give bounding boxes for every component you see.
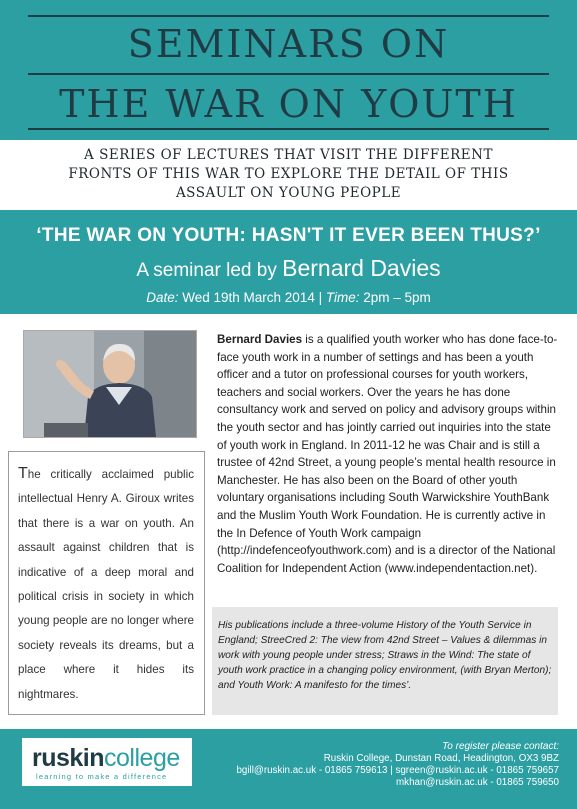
seminar-led-by [0, 255, 577, 282]
speaker-photo-illustration [24, 331, 196, 437]
time-value: 2pm – 5pm [359, 290, 431, 305]
seminar-title: ‘THE WAR ON YOUTH: HASN'T IT EVER BEEN THUS?’ [36, 225, 541, 246]
date-value: Wed 19th March 2014 | [178, 290, 326, 305]
logo-wordmark [32, 744, 180, 773]
series-subtitle [40, 146, 537, 203]
header-rule-middle [28, 73, 549, 75]
subtitle-line-2: FRONTS OF THIS WAR TO EXPLORE THE DETAIL OF THIS [68, 166, 509, 182]
contact-details [179, 741, 559, 789]
bio-speaker-name: Bernard Davies [217, 333, 303, 346]
title-line-2: THE WAR ON YOUTH [59, 82, 518, 126]
speaker-photo [23, 330, 197, 438]
giroux-quote [18, 462, 194, 707]
contact-address: Ruskin College, Dunstan Road, Headington, OX3 9BZ [323, 753, 559, 764]
contact-line-2: mkhan@ruskin.ac.uk - 01865 759650 [396, 777, 559, 788]
title-line-1: SEMINARS ON [127, 22, 450, 66]
quote-text: he critically acclaimed public intellectual Henry A. Giroux writes that there is a war on youth. An assault against children that is indicative of a deep moral and political crisis in society in which young people are no longer where society reveals its dreams, but a place where it hides its nightmares. [18, 468, 194, 701]
speaker-name: Bernard Davies [282, 255, 441, 281]
logo-word-college: college [104, 744, 180, 772]
subtitle-line-3: ASSAULT ON YOUNG PEOPLE [175, 185, 402, 201]
contact-line-1: bgill@ruskin.ac.uk - 01865 759613 | sgreen@ruskin.ac.uk - 01865 759657 [236, 765, 559, 776]
contact-heading: To register please contact: [442, 741, 559, 752]
publications-text: His publications include a three-volume History of the Youth Service in England; StreeCred 2: The view from 42nd Street – Values & dilemmas in work with young people under stress; Straws in the Wind: The state of youth work practice in a changing policy environment, (with Bryan Merton); and Youth Work: A manifesto for the times’. [218, 620, 552, 691]
logo-word-ruskin: ruskin [32, 744, 105, 772]
speaker-bio [217, 331, 562, 577]
subtitle-line-1: A SERIES OF LECTURES THAT VISIT THE DIFFERENT [84, 147, 493, 163]
header-rule-bottom [28, 128, 549, 130]
time-label: Time: [325, 290, 360, 305]
logo-tagline: learning to make a difference [36, 772, 168, 781]
quote-first-letter: T [18, 465, 28, 482]
date-label: Date: [146, 290, 179, 305]
date-time-line [0, 290, 577, 305]
seminar-info-band [0, 210, 577, 314]
header-rule-top [28, 15, 549, 17]
led-by-label: A seminar led by [136, 260, 283, 281]
ruskin-college-logo [22, 738, 192, 786]
bio-text: is a qualified youth worker who has done face-to-face youth work in a number of settings and has been a youth officer and a tutor on professional courses for youth workers, teachers and social workers. Over the years he has done consultancy work and served on policy and advisory groups within the youth sector and has jointly carried out inquiries into the state of youth work in England. In 2011-12 he was Chair and is still a trustee of 42nd Street, a young people’s mental health resource in Manchester. He has also been on the Board of other youth voluntary organisations including South Warwickshire YouthBank and the Muslim Youth Work Foundation. He is currently active in the In Defence of Youth Work campaign (http://indefenceofyouthwork.com) and is a director of the National Coalition for Independent Action (www.independentaction.net). [217, 333, 558, 575]
